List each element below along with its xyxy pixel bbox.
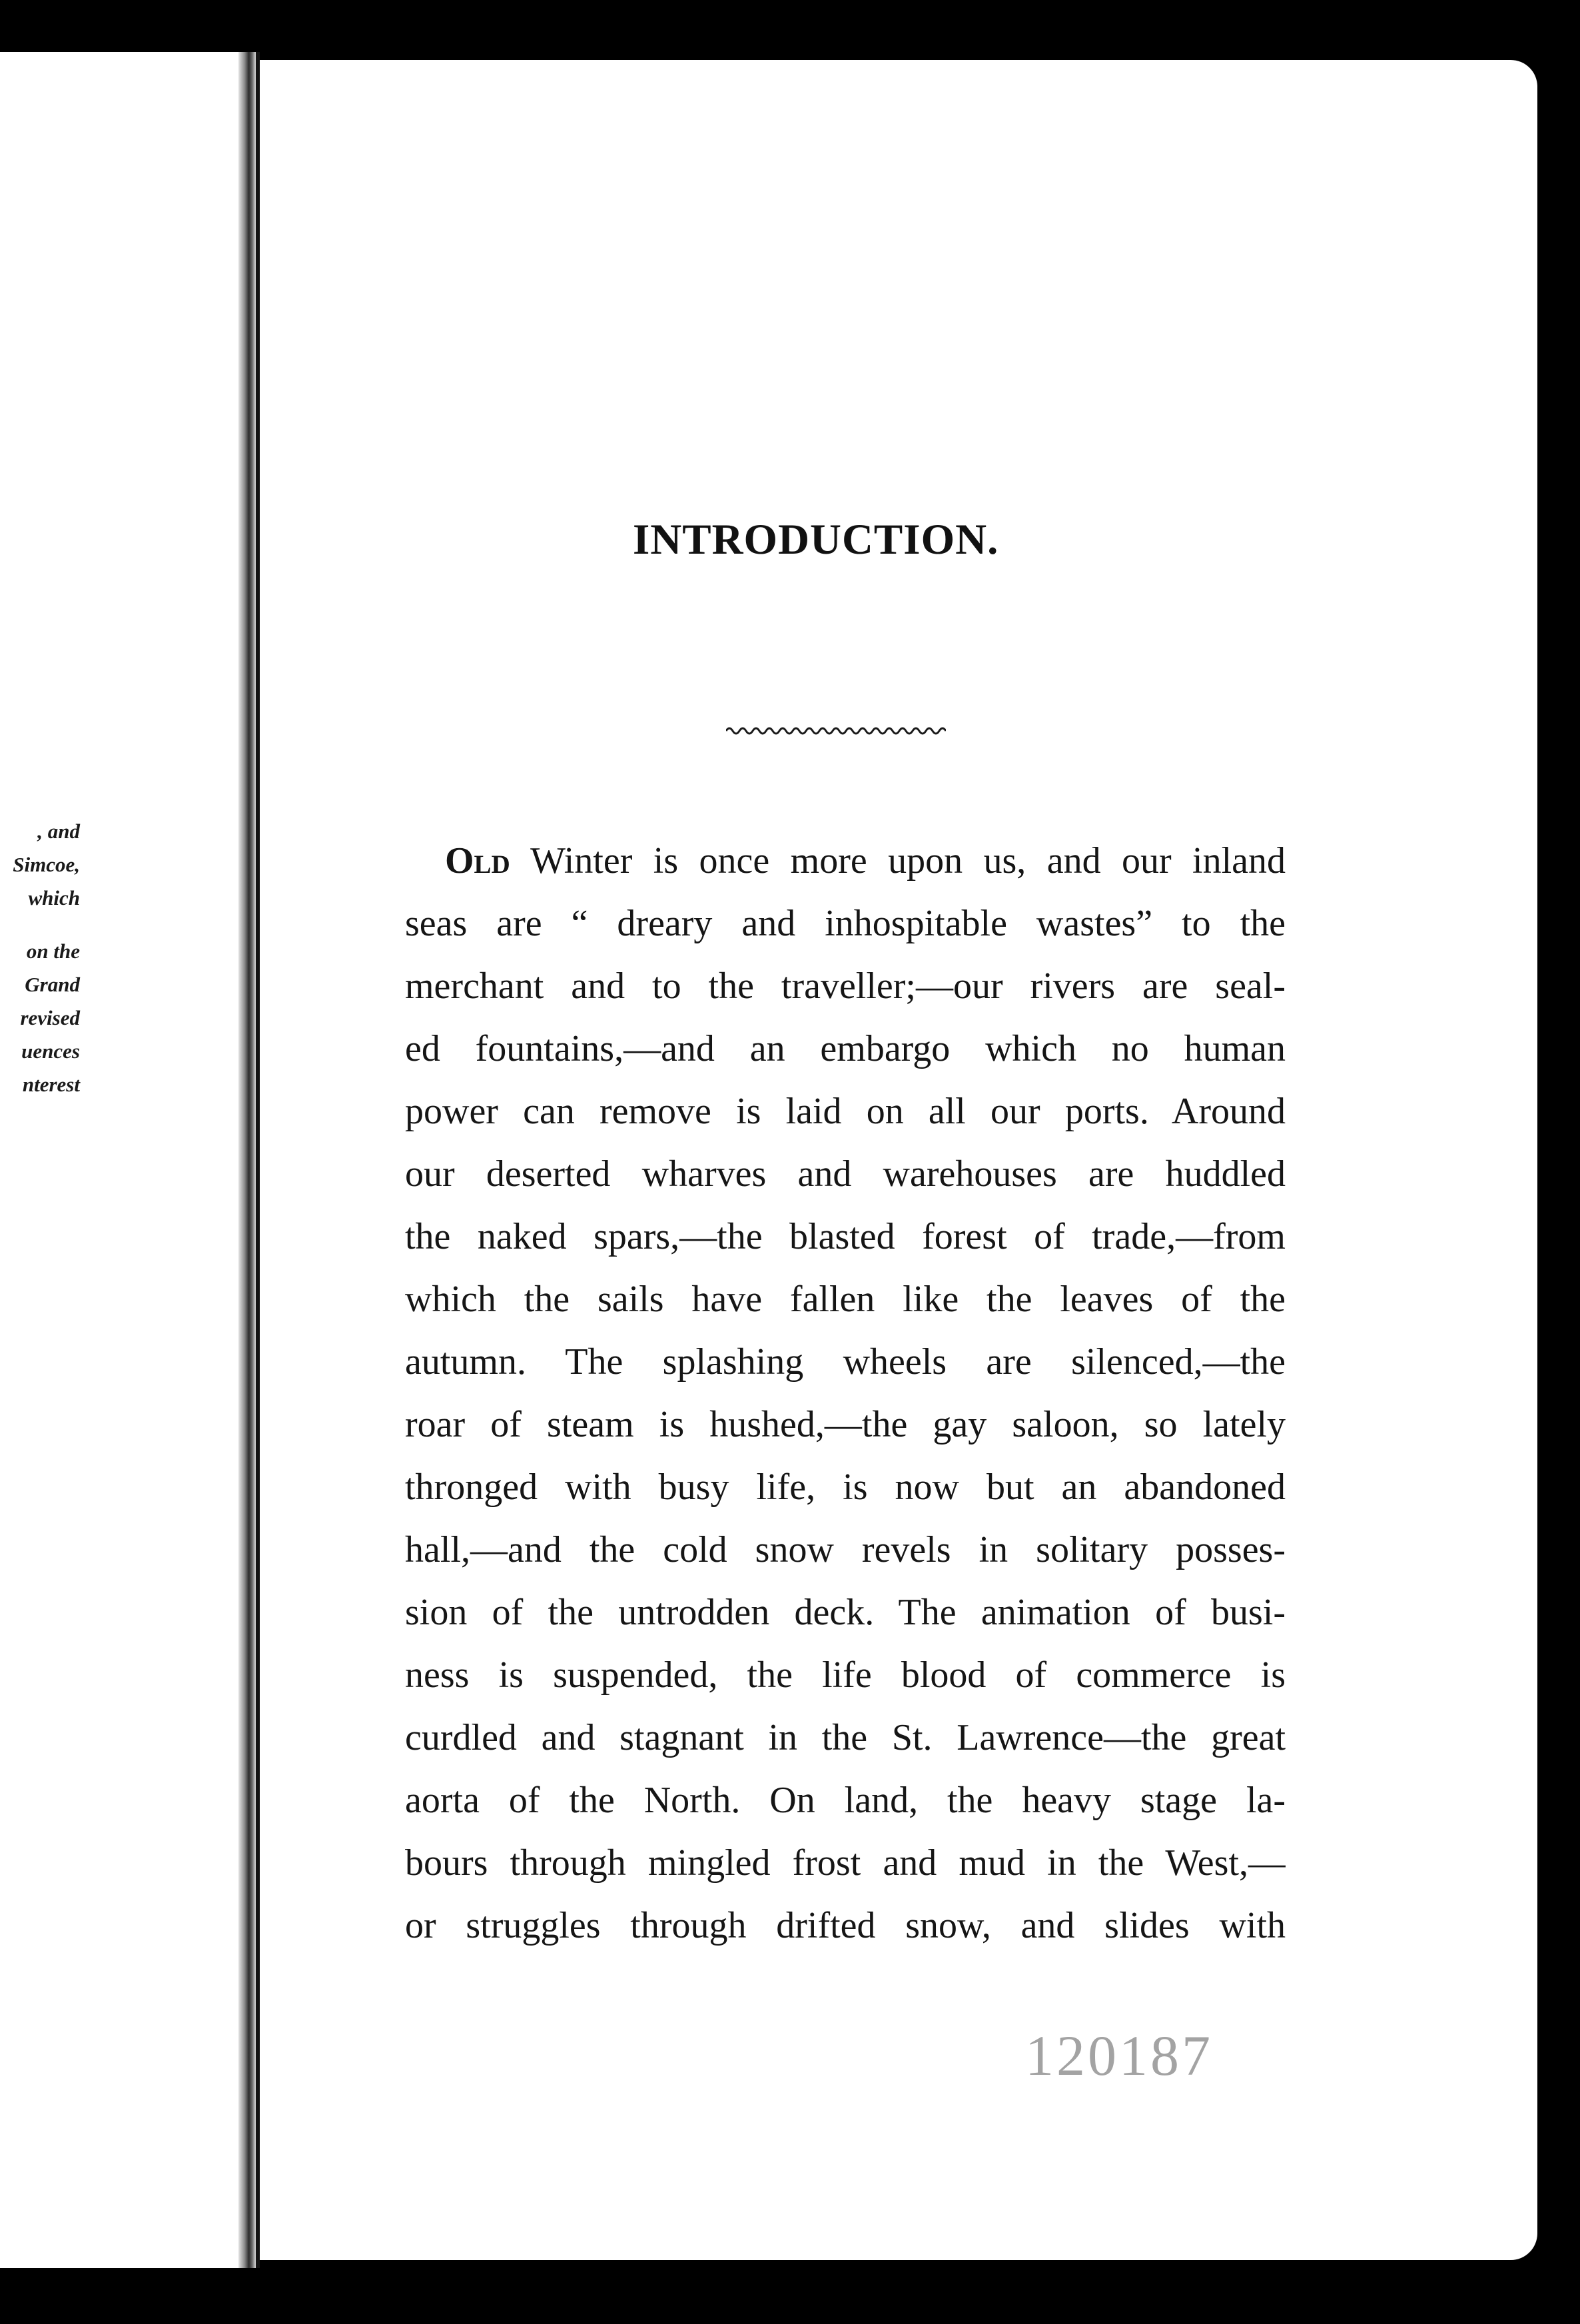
paragraph-line: ness is suspended, the life blood of commerce is [405,1654,1286,1696]
paragraph-line [405,830,1286,892]
previous-page [0,52,248,2268]
line-text: Winter is once more upon us, and our inland [510,840,1286,881]
paragraph-line: merchant and to the traveller;—our rivers are seal- [405,965,1286,1007]
paragraph-line: roar of steam is hushed,—the gay saloon, so lately [405,1404,1286,1445]
paragraph-line: ed fountains,—and an embargo which no human [405,1028,1286,1069]
page-title: INTRODUCTION. [633,516,999,564]
fragment-line: nterest [22,1073,80,1096]
fragment-line: , and [37,820,80,843]
paragraph-line: bours through mingled frost and mud in the West,— [405,1842,1286,1884]
fragment-line: revised [20,1006,80,1029]
fragment-line: uences [21,1039,80,1063]
paragraph-line: curdled and stagnant in the St. Lawrence—the great [405,1717,1286,1758]
fragment-line: Simcoe, [13,853,80,876]
previous-page-text-fragment [0,815,80,1101]
paragraph-line: which the sails have fallen like the leaves of the [405,1279,1286,1320]
introduction-page [260,60,1537,2260]
paragraph-line: hall,—and the cold snow revels in solitary posses- [405,1529,1286,1570]
paragraph-line: power can remove is laid on all our ports. Around [405,1091,1286,1132]
fragment-line: which [28,886,80,909]
paragraph-line: our deserted wharves and warehouses are huddled [405,1153,1286,1195]
paragraph-line: aorta of the North. On land, the heavy stage la- [405,1780,1286,1821]
drop-cap: Old [445,840,510,881]
introduction-body [405,830,1286,1957]
paragraph-line: thronged with busy life, is now but an abandoned [405,1466,1286,1508]
paragraph-line: seas are “ dreary and inhospitable wastes” to the [405,903,1286,944]
paragraph-line: or struggles through drifted snow, and slides with [405,1905,1286,1946]
fragment-gap [0,915,80,935]
wavy-rule-icon [726,723,946,739]
library-stamp-number: 120187 [1025,2024,1213,2087]
fragment-line: on the [26,939,80,963]
fragment-line: Grand [25,973,80,996]
paragraph-line: the naked spars,—the blasted forest of trade,—from [405,1216,1286,1257]
book-gutter [238,52,256,2268]
paragraph-line: sion of the untrodden deck. The animation of busi- [405,1592,1286,1633]
paragraph-line: autumn. The splashing wheels are silenced,—the [405,1341,1286,1383]
